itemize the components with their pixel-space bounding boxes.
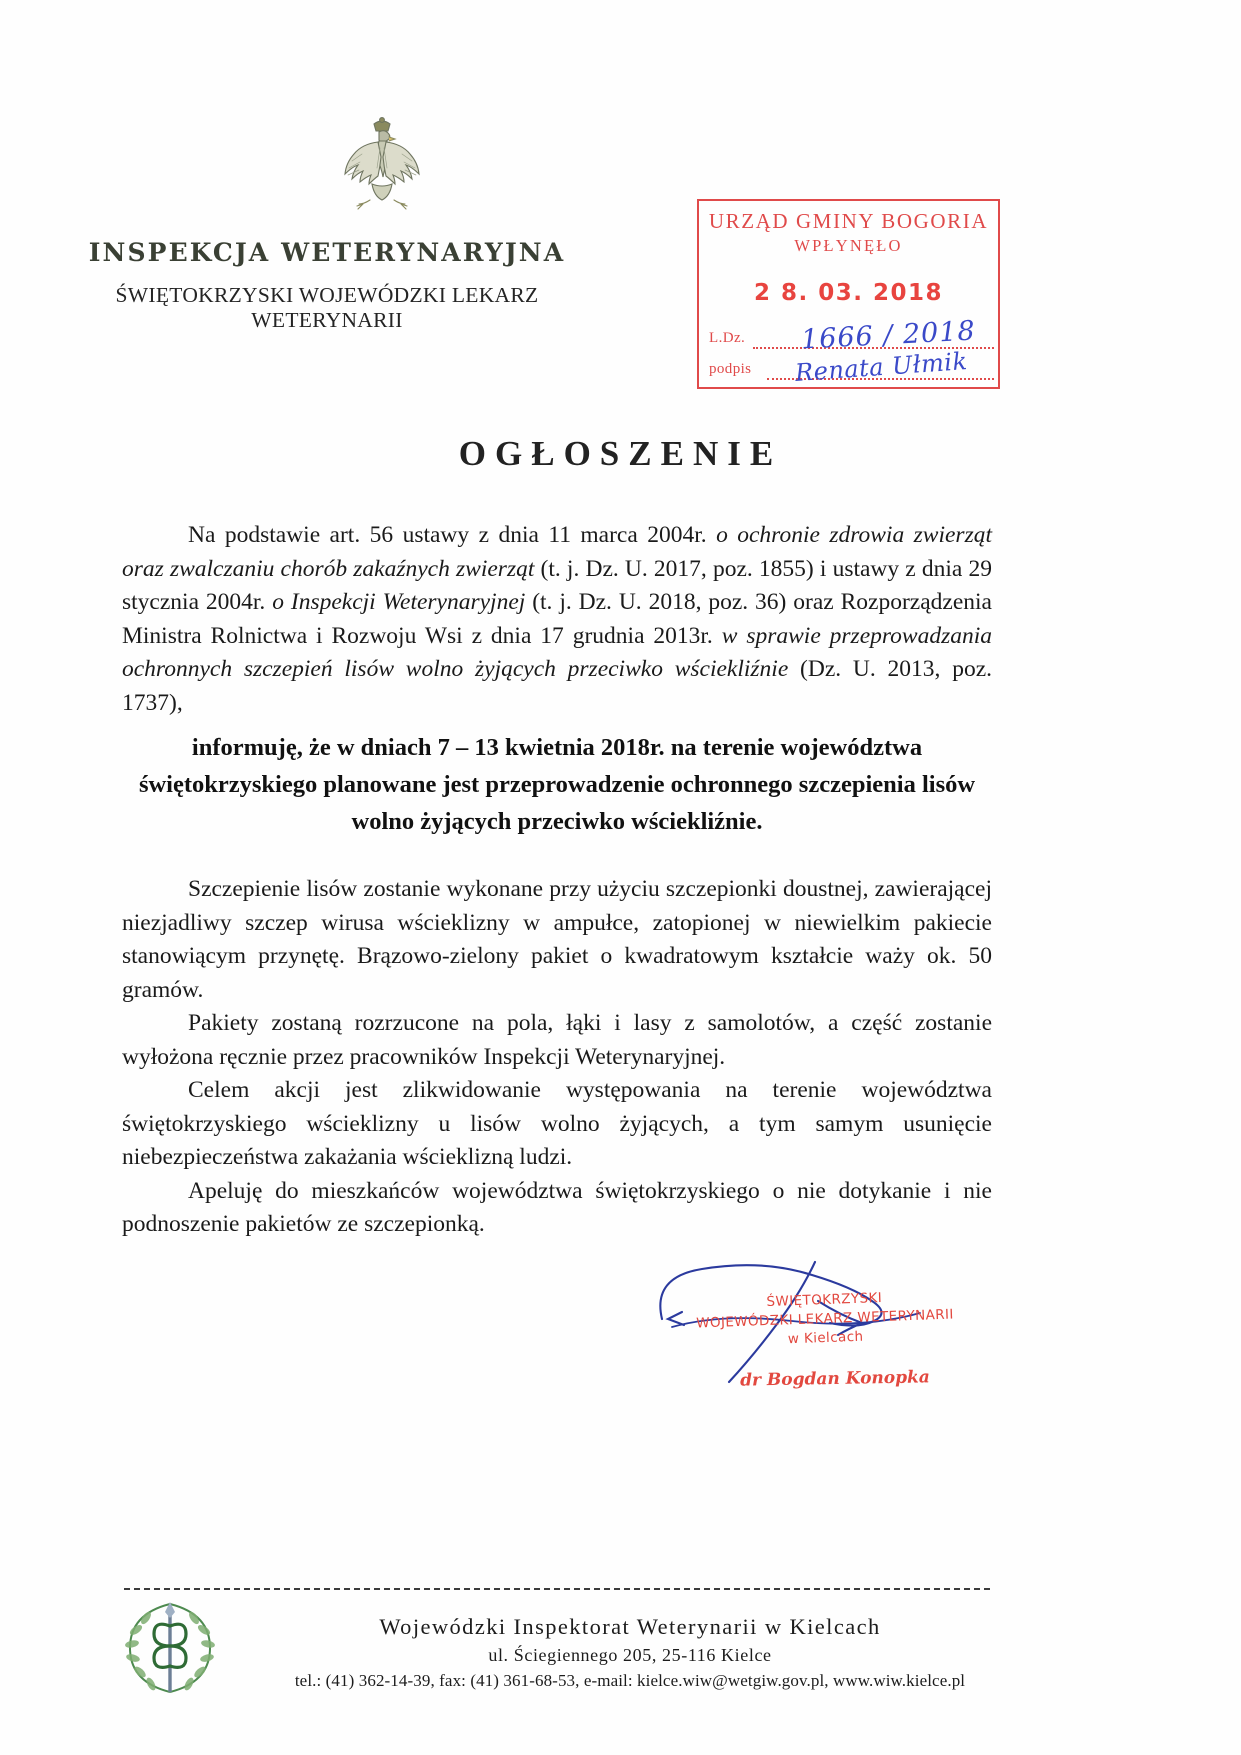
received-stamp <box>697 199 1000 389</box>
stamp-received-label: WPŁYNĘŁO <box>794 236 903 255</box>
announcement-text: informuję, że w dniach 7 – 13 kwietnia 2018r. na terenie województwa świętokrzyskiego planowane jest przeprowadzenie ochronnego szczepienia lisów wolno żyjących przeciwko wściekliźnie. <box>138 734 976 835</box>
legal-text-run: o Inspekcji Weterynaryjnej <box>272 589 526 615</box>
signature-block <box>560 1265 980 1425</box>
organization-subtitle-line1: ŚWIĘTOKRZYSKI WOJEWÓDZKI LEKARZ <box>115 283 539 307</box>
signature-stamp-line1: ŚWIĘTOKRZYSKI <box>766 1289 883 1311</box>
stamp-ldz-label: L.Dz. <box>709 330 746 346</box>
signatory-name: dr Bogdan Konopka <box>740 1367 930 1391</box>
legal-text-run: (t. j. Dz. U. 2017, poz. 1855) i ustawy z dnia 29 stycznia 2004r. <box>122 555 992 615</box>
body-paragraph: Pakiety zostaną rozrzucone na pola, łąki i lasy z samolotów, a część zostanie wyłożona ręcznie przez pracowników Inspekcji Weterynaryjnej. <box>122 1010 992 1070</box>
legal-basis-paragraph <box>122 519 992 720</box>
organization-title: INSPEKCJA WETERYNARYJNA <box>88 238 566 267</box>
organization-subtitle-line2: WETERYNARII <box>251 308 403 332</box>
footer-divider <box>124 1588 990 1590</box>
body-paragraph: Szczepienie lisów zostanie wykonane przy użyciu szczepionki doustnej, zawierającej niezjadliwy szczep wirusa wścieklizny w ampułce, zatopionej w niewielkim pakiecie stanowiącym przynętę. Brązowo-zielony pakiet o kwadratowym kształcie waży ok. 50 gramów. <box>122 876 992 1003</box>
legal-text-run: o ochronie zdrowia zwierząt oraz zwalczaniu chorób zakaźnych zwierząt <box>122 522 992 582</box>
signature-stamp-line2: WOJEWÓDZKI LEKARZ WETERYNARII <box>695 1306 955 1332</box>
footer-contact-details: tel.: (41) 362-14-39, fax: (41) 361-68-53, e-mail: kielce.wiw@wetgiw.gov.pl, www.wiw.kielce.pl <box>294 1671 966 1690</box>
body-paragraph: Celem akcji jest zlikwidowanie występowania na terenie województwa świętokrzyskiego wścieklizny u lisów wolno żyjących, a tym samym usunięcie niebezpieczeństwa zakażania wścieklizną ludzi. <box>122 1077 992 1170</box>
footer-address: ul. Ściegiennego 205, 25-116 Kielce <box>488 1645 772 1665</box>
signature-office-stamp <box>679 1286 971 1353</box>
legal-text-run: w sprawie przeprowadzania ochronnych szczepień lisów wolno żyjących przeciwko wściekliźnie <box>122 622 992 682</box>
page-title: OGŁOSZENIE <box>458 434 783 473</box>
main-body-block <box>122 873 992 1242</box>
footer-institution-name: Wojewódzki Inspektorat Weterynarii w Kielcach <box>379 1614 881 1639</box>
stamp-ldz-value: 1666 / 2018 <box>800 315 977 356</box>
stamp-office-name: URZĄD GMINY BOGORIA <box>708 209 989 233</box>
stamp-podpis-row <box>709 347 994 387</box>
footer-contact <box>250 1612 1010 1693</box>
legal-basis-block <box>122 519 992 720</box>
veterinary-caduceus-wreath-logo <box>118 1596 222 1700</box>
legal-text-run: Na podstawie art. 56 ustawy z dnia 11 marca 2004r. <box>188 522 717 548</box>
organization-subtitle <box>0 283 654 333</box>
polish-eagle-emblem <box>322 108 442 228</box>
body-paragraph: Apeluję do mieszkańców województwa świętokrzyskiego o nie dotykanie i nie podnoszenie pakietów ze szczepionką. <box>122 1177 992 1237</box>
stamp-podpis-label: podpis <box>709 361 752 377</box>
stamp-date: 2 8. 03. 2018 <box>753 280 944 306</box>
legal-text-run: (t. j. Dz. U. 2018, poz. 36) oraz Rozporządzenia Ministra Rolnictwa i Rozwoju Wsi z dnia 17 grudnia 2013r. <box>122 589 992 649</box>
signature-stamp-line3: w Kielcach <box>787 1328 864 1348</box>
stamp-podpis-value: Renata Ułmik <box>794 347 969 387</box>
legal-text-run: (Dz. U. 2013, poz. 1737), <box>122 656 992 716</box>
